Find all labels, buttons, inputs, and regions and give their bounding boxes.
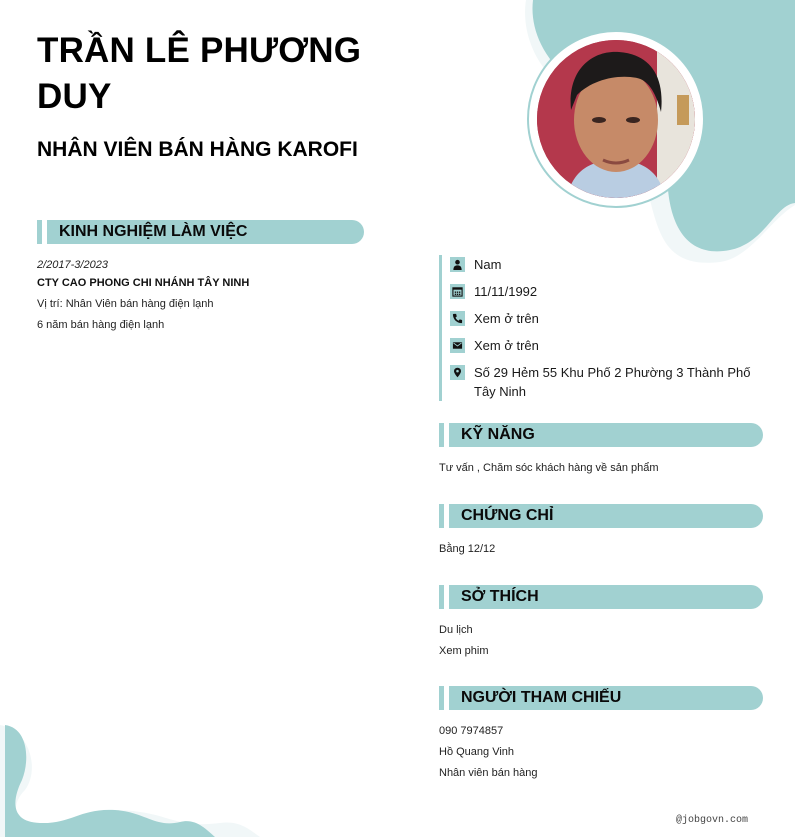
- contact-address: [450, 363, 769, 401]
- heading-accent-bar: [37, 220, 42, 244]
- candidate-name: TRẦN LÊ PHƯƠNG DUY: [37, 31, 362, 116]
- certificates-item: Bằng 12/12: [439, 543, 496, 555]
- contact-birthdate-value: 11/11/1992: [474, 284, 538, 299]
- experience-company: CTY CAO PHONG CHI NHÁNH TÂY NINH: [37, 277, 250, 289]
- reference-position: Nhân viên bán hàng: [439, 767, 538, 779]
- heading-accent-bar: [439, 686, 444, 710]
- envelope-icon: [450, 338, 465, 353]
- experience-item: [37, 258, 377, 333]
- hobbies-heading: [439, 585, 763, 609]
- heading-accent-bar: [439, 585, 444, 609]
- hobbies-item: Du lịch: [439, 624, 473, 636]
- job-title: NHÂN VIÊN BÁN HÀNG KAROFI: [37, 138, 358, 161]
- location-pin-icon: [450, 365, 465, 380]
- person-icon: [450, 257, 465, 272]
- avatar: [537, 40, 695, 198]
- watermark: @jobgovn.com: [676, 815, 749, 826]
- experience-position: Vị trí: Nhân Viên bán hàng điện lạnh: [37, 298, 214, 310]
- skills-item: Tư vấn , Chăm sóc khách hàng về sản phẩm: [439, 462, 659, 474]
- contact-gender: [450, 255, 769, 274]
- calendar-icon: [450, 284, 465, 299]
- heading-accent-bar: [439, 504, 444, 528]
- references-heading-label: NGƯỜI THAM CHIẾU: [449, 686, 763, 710]
- experience-heading-label: KINH NGHIỆM LÀM VIỆC: [47, 220, 364, 244]
- phone-icon: [450, 311, 465, 326]
- reference-name: Hồ Quang Vinh: [439, 746, 515, 758]
- experience-description: 6 năm bán hàng điện lạnh: [37, 319, 165, 331]
- contact-phone-value: Xem ở trên: [474, 311, 539, 326]
- contact-gender-value: Nam: [474, 257, 502, 272]
- avatar-frame: [527, 30, 705, 208]
- certificates-heading-label: CHỨNG CHỈ: [449, 504, 763, 528]
- contact-address-value: Số 29 Hẻm 55 Khu Phố 2 Phường 3 Thành Phố Tây Ninh: [474, 365, 751, 399]
- experience-heading: [37, 220, 364, 244]
- contact-phone: [450, 309, 769, 328]
- certificates-heading: [439, 504, 763, 528]
- hobbies-item: Xem phim: [439, 645, 489, 657]
- contact-email-value: Xem ở trên: [474, 338, 539, 353]
- contact-info: [439, 255, 769, 401]
- heading-accent-bar: [439, 423, 444, 447]
- experience-date: 2/2017-3/2023: [37, 259, 108, 271]
- reference-phone: 090 7974857: [439, 725, 504, 737]
- skills-heading: [439, 423, 763, 447]
- hobbies-heading-label: SỞ THÍCH: [449, 585, 763, 609]
- profile-photo: [537, 40, 695, 198]
- skills-heading-label: KỸ NĂNG: [449, 423, 763, 447]
- contact-birthdate: [450, 282, 769, 301]
- contact-email: [450, 336, 769, 355]
- references-heading: [439, 686, 763, 710]
